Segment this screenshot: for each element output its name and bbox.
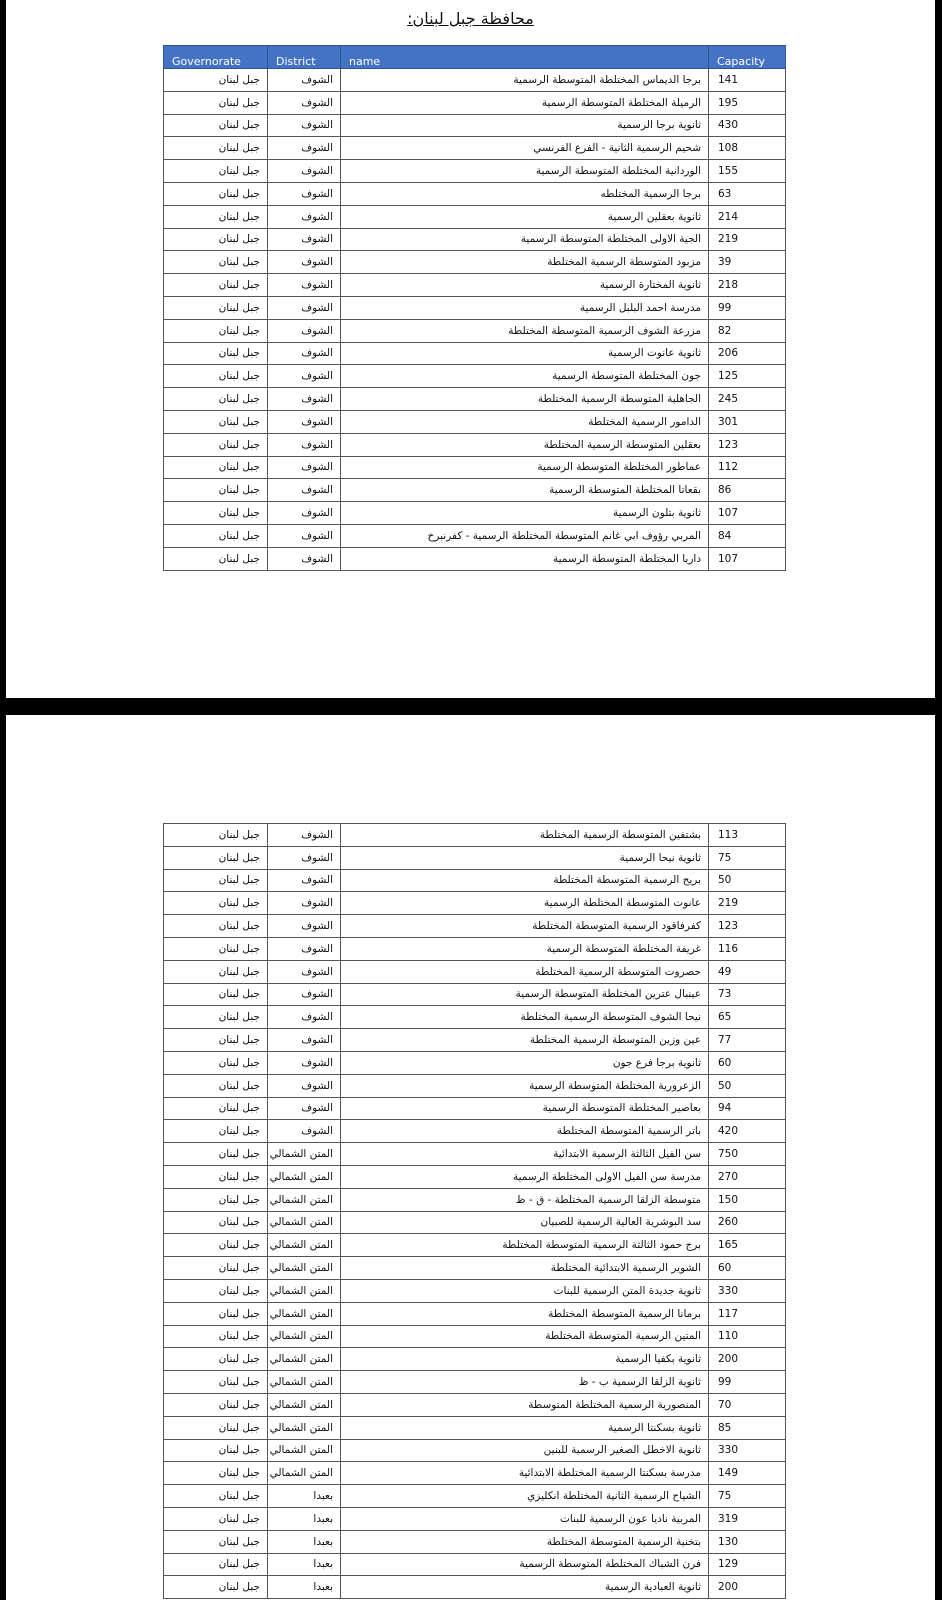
table-body-page-2 <box>164 824 786 1599</box>
cell-district: الشوف <box>268 114 341 137</box>
cell-name: مدرسة بسكنتا الرسمية المختلطة الابتدائية <box>341 1462 709 1485</box>
cell-name: الرميلة المختلطة المتوسطة الرسمية <box>341 91 709 114</box>
cell-capacity: 108 <box>709 137 786 160</box>
cell-district: بعبدا <box>268 1530 341 1553</box>
cell-name: بشتفين المتوسطة الرسمية المختلطة <box>341 824 709 847</box>
table-row <box>164 1393 786 1416</box>
cell-capacity: 85 <box>709 1416 786 1439</box>
cell-name: عينبال عترين المختلطة المتوسطة الرسمية <box>341 983 709 1006</box>
cell-capacity: 73 <box>709 983 786 1006</box>
cell-governorate: جبل لبنان <box>164 1507 268 1530</box>
cell-capacity: 50 <box>709 869 786 892</box>
table-row <box>164 1188 786 1211</box>
cell-name: الوردانية المختلطة المتوسطة الرسمية <box>341 160 709 183</box>
cell-name: عين وزين المتوسطة الرسمية المختلطة <box>341 1029 709 1052</box>
cell-capacity: 117 <box>709 1302 786 1325</box>
cell-district: الشوف <box>268 983 341 1006</box>
cell-governorate: جبل لبنان <box>164 388 268 411</box>
cell-district: بعبدا <box>268 1576 341 1599</box>
cell-capacity: 330 <box>709 1279 786 1302</box>
cell-name: ثانوية العبادية الرسمية <box>341 1576 709 1599</box>
cell-capacity: 113 <box>709 824 786 847</box>
cell-capacity: 125 <box>709 365 786 388</box>
table-row <box>164 1576 786 1599</box>
cell-governorate: جبل لبنان <box>164 915 268 938</box>
cell-district: بعبدا <box>268 1485 341 1508</box>
table-row <box>164 410 786 433</box>
cell-governorate: جبل لبنان <box>164 892 268 915</box>
cell-capacity: 107 <box>709 502 786 525</box>
cell-capacity: 63 <box>709 182 786 205</box>
table-row <box>164 1462 786 1485</box>
table-row <box>164 1507 786 1530</box>
table-row <box>164 869 786 892</box>
cell-name: ثانوية المختارة الرسمية <box>341 274 709 297</box>
cell-district: الشوف <box>268 251 341 274</box>
cell-governorate: جبل لبنان <box>164 524 268 547</box>
cell-governorate: جبل لبنان <box>164 1143 268 1166</box>
table-row <box>164 1143 786 1166</box>
table-row <box>164 160 786 183</box>
cell-governorate: جبل لبنان <box>164 502 268 525</box>
cell-governorate: جبل لبنان <box>164 983 268 1006</box>
table-row <box>164 846 786 869</box>
cell-district: الشوف <box>268 1006 341 1029</box>
cell-capacity: 301 <box>709 410 786 433</box>
cell-capacity: 94 <box>709 1097 786 1120</box>
cell-district: الشوف <box>268 502 341 525</box>
table-row <box>164 1029 786 1052</box>
cell-capacity: 77 <box>709 1029 786 1052</box>
cell-district: الشوف <box>268 91 341 114</box>
cell-name: الشياح الرسمية الثانية المختلطة انكليزي <box>341 1485 709 1508</box>
table-row <box>164 1302 786 1325</box>
cell-governorate: جبل لبنان <box>164 1051 268 1074</box>
cell-capacity: 214 <box>709 205 786 228</box>
table-row <box>164 502 786 525</box>
cell-district: الشوف <box>268 296 341 319</box>
cell-district: المتن الشمالي <box>268 1393 341 1416</box>
cell-capacity: 330 <box>709 1439 786 1462</box>
table-row <box>164 983 786 1006</box>
table-row <box>164 915 786 938</box>
cell-name: كفرفاقود الرسمية المتوسطة المختلطة <box>341 915 709 938</box>
cell-name: سد البوشرية العالية الرسمية للصبيان <box>341 1211 709 1234</box>
cell-governorate: جبل لبنان <box>164 1348 268 1371</box>
table-row <box>164 433 786 456</box>
cell-name: عماطور المختلطة المتوسطة الرسمية <box>341 456 709 479</box>
cell-name: ثانوية عانوت الرسمية <box>341 342 709 365</box>
table-row <box>164 114 786 137</box>
cell-capacity: 129 <box>709 1553 786 1576</box>
cell-name: الجاهلية المتوسطة الرسمية المختلطة <box>341 388 709 411</box>
cell-name: جون المختلطة المتوسطة الرسمية <box>341 365 709 388</box>
cell-governorate: جبل لبنان <box>164 1530 268 1553</box>
cell-governorate: جبل لبنان <box>164 1371 268 1394</box>
cell-governorate: جبل لبنان <box>164 205 268 228</box>
cell-governorate: جبل لبنان <box>164 1302 268 1325</box>
cell-capacity: 60 <box>709 1051 786 1074</box>
cell-name: ثانوية برجا الرسمية <box>341 114 709 137</box>
table-row <box>164 1439 786 1462</box>
cell-capacity: 75 <box>709 1485 786 1508</box>
cell-capacity: 86 <box>709 479 786 502</box>
table-row <box>164 547 786 570</box>
table-row <box>164 296 786 319</box>
cell-governorate: جبل لبنان <box>164 1416 268 1439</box>
cell-governorate: جبل لبنان <box>164 69 268 92</box>
cell-governorate: جبل لبنان <box>164 1029 268 1052</box>
cell-district: الشوف <box>268 182 341 205</box>
cell-governorate: جبل لبنان <box>164 319 268 342</box>
table-row <box>164 937 786 960</box>
table-row <box>164 91 786 114</box>
cell-capacity: 260 <box>709 1211 786 1234</box>
cell-capacity: 110 <box>709 1325 786 1348</box>
cell-name: برج حمود الثالثة الرسمية المتوسطة المختلطة <box>341 1234 709 1257</box>
cell-district: الشوف <box>268 547 341 570</box>
cell-governorate: جبل لبنان <box>164 1553 268 1576</box>
table-row <box>164 524 786 547</box>
cell-district: المتن الشمالي <box>268 1462 341 1485</box>
cell-governorate: جبل لبنان <box>164 1234 268 1257</box>
document-page-1 <box>6 0 935 698</box>
cell-name: ثانوية بكفيا الرسمية <box>341 1348 709 1371</box>
cell-governorate: جبل لبنان <box>164 1576 268 1599</box>
cell-name: برجا الرسمية المختلطه <box>341 182 709 205</box>
cell-governorate: جبل لبنان <box>164 137 268 160</box>
cell-governorate: جبل لبنان <box>164 1188 268 1211</box>
cell-capacity: 219 <box>709 228 786 251</box>
cell-name: ثانوية نيحا الرسمية <box>341 846 709 869</box>
cell-capacity: 130 <box>709 1530 786 1553</box>
table-row <box>164 892 786 915</box>
cell-name: فرن الشباك المختلطة المتوسطة الرسمية <box>341 1553 709 1576</box>
table-row <box>164 1279 786 1302</box>
table-row <box>164 319 786 342</box>
cell-name: مدرسة احمد البلبل الرسمية <box>341 296 709 319</box>
cell-capacity: 206 <box>709 342 786 365</box>
cell-capacity: 420 <box>709 1120 786 1143</box>
cell-governorate: جبل لبنان <box>164 91 268 114</box>
cell-capacity: 218 <box>709 274 786 297</box>
cell-governorate: جبل لبنان <box>164 1097 268 1120</box>
cell-district: الشوف <box>268 342 341 365</box>
cell-district: الشوف <box>268 274 341 297</box>
cell-governorate: جبل لبنان <box>164 365 268 388</box>
cell-capacity: 82 <box>709 319 786 342</box>
cell-governorate: جبل لبنان <box>164 182 268 205</box>
cell-name: الدامور الرسمية المختلطة <box>341 410 709 433</box>
cell-name: المربية ناديا عون الرسمية للبنات <box>341 1507 709 1530</box>
cell-name: مزرعة الشوف الرسمية المتوسطة المختلطة <box>341 319 709 342</box>
cell-district: الشوف <box>268 433 341 456</box>
page-title: محافظة جبل لبنان: <box>407 9 534 28</box>
table-body-page-1 <box>164 69 786 571</box>
cell-governorate: جبل لبنان <box>164 433 268 456</box>
cell-governorate: جبل لبنان <box>164 1325 268 1348</box>
cell-name: غريفة المختلطة المتوسطة الرسمية <box>341 937 709 960</box>
table-row <box>164 1530 786 1553</box>
cell-district: الشوف <box>268 846 341 869</box>
cell-capacity: 50 <box>709 1074 786 1097</box>
cell-governorate: جبل لبنان <box>164 274 268 297</box>
cell-governorate: جبل لبنان <box>164 1462 268 1485</box>
header-governorate: Governorate <box>164 46 268 69</box>
cell-governorate: جبل لبنان <box>164 1006 268 1029</box>
cell-name: بقعاتا المختلطة المتوسطة الرسمية <box>341 479 709 502</box>
cell-governorate: جبل لبنان <box>164 846 268 869</box>
table-row <box>164 365 786 388</box>
cell-governorate: جبل لبنان <box>164 869 268 892</box>
cell-district: الشوف <box>268 937 341 960</box>
cell-district: الشوف <box>268 365 341 388</box>
cell-name: الشوير الرسمية الابتدائية المختلطة <box>341 1257 709 1280</box>
table-row <box>164 228 786 251</box>
cell-capacity: 165 <box>709 1234 786 1257</box>
schools-table-page-1 <box>163 45 786 571</box>
cell-name: ثانوية بسكنتا الرسمية <box>341 1416 709 1439</box>
cell-name: شحيم الرسمية الثانية - الفرع الفرنسي <box>341 137 709 160</box>
cell-name: ثانوية برجا فرع جون <box>341 1051 709 1074</box>
table-row <box>164 1097 786 1120</box>
cell-district: المتن الشمالي <box>268 1234 341 1257</box>
cell-capacity: 270 <box>709 1165 786 1188</box>
cell-district: الشوف <box>268 1120 341 1143</box>
cell-capacity: 39 <box>709 251 786 274</box>
cell-capacity: 141 <box>709 69 786 92</box>
cell-capacity: 195 <box>709 91 786 114</box>
table-row <box>164 1211 786 1234</box>
cell-district: الشوف <box>268 892 341 915</box>
cell-district: الشوف <box>268 479 341 502</box>
cell-capacity: 112 <box>709 456 786 479</box>
cell-name: بريح الرسمية المتوسطة المختلطة <box>341 869 709 892</box>
table-row <box>164 1234 786 1257</box>
cell-name: ثانوية بعقلين الرسمية <box>341 205 709 228</box>
cell-capacity: 84 <box>709 524 786 547</box>
cell-district: المتن الشمالي <box>268 1302 341 1325</box>
cell-capacity: 107 <box>709 547 786 570</box>
cell-capacity: 150 <box>709 1188 786 1211</box>
cell-district: الشوف <box>268 1074 341 1097</box>
cell-name: متوسطة الزلقا الرسمية المختلطة - ق - ظ <box>341 1188 709 1211</box>
table-row <box>164 1348 786 1371</box>
cell-district: بعبدا <box>268 1553 341 1576</box>
cell-name: بعاصير المختلطة المتوسطة الرسمية <box>341 1097 709 1120</box>
header-district: District <box>268 46 341 69</box>
cell-governorate: جبل لبنان <box>164 1279 268 1302</box>
cell-governorate: جبل لبنان <box>164 114 268 137</box>
cell-capacity: 319 <box>709 1507 786 1530</box>
cell-capacity: 70 <box>709 1393 786 1416</box>
cell-district: المتن الشمالي <box>268 1371 341 1394</box>
cell-district: الشوف <box>268 410 341 433</box>
cell-district: الشوف <box>268 160 341 183</box>
table-row <box>164 1553 786 1576</box>
cell-name: داريا المختلطة المتوسطة الرسمية <box>341 547 709 570</box>
cell-name: مدرسة سن الفيل الاولى المختلطة الرسمية <box>341 1165 709 1188</box>
cell-governorate: جبل لبنان <box>164 342 268 365</box>
cell-capacity: 65 <box>709 1006 786 1029</box>
table-row <box>164 182 786 205</box>
cell-capacity: 149 <box>709 1462 786 1485</box>
cell-name: الزعرورية المختلطة المتوسطة الرسمية <box>341 1074 709 1097</box>
table-row <box>164 1485 786 1508</box>
table-row <box>164 1257 786 1280</box>
cell-name: برمانا الرسمية المتوسطة المختلطة <box>341 1302 709 1325</box>
cell-capacity: 60 <box>709 1257 786 1280</box>
cell-governorate: جبل لبنان <box>164 410 268 433</box>
table-row <box>164 69 786 92</box>
cell-capacity: 200 <box>709 1576 786 1599</box>
cell-governorate: جبل لبنان <box>164 456 268 479</box>
cell-district: الشوف <box>268 388 341 411</box>
cell-capacity: 49 <box>709 960 786 983</box>
cell-name: المربي رؤوف ابي غانم المتوسطة المختلطة الرسمية - كفرنبرخ <box>341 524 709 547</box>
cell-governorate: جبل لبنان <box>164 1257 268 1280</box>
cell-governorate: جبل لبنان <box>164 824 268 847</box>
header-name: name <box>341 46 709 69</box>
table-row <box>164 1074 786 1097</box>
cell-district: المتن الشمالي <box>268 1143 341 1166</box>
cell-district: الشوف <box>268 869 341 892</box>
header-capacity: Capacity <box>709 46 786 69</box>
cell-capacity: 123 <box>709 915 786 938</box>
schools-table-page-2 <box>163 823 786 1599</box>
cell-capacity: 99 <box>709 1371 786 1394</box>
cell-district: المتن الشمالي <box>268 1279 341 1302</box>
cell-district: الشوف <box>268 456 341 479</box>
table-row <box>164 824 786 847</box>
table-header-row <box>164 46 786 69</box>
cell-governorate: جبل لبنان <box>164 1485 268 1508</box>
cell-district: الشوف <box>268 1097 341 1120</box>
table-row <box>164 251 786 274</box>
cell-capacity: 116 <box>709 937 786 960</box>
cell-district: الشوف <box>268 960 341 983</box>
cell-governorate: جبل لبنان <box>164 296 268 319</box>
cell-capacity: 430 <box>709 114 786 137</box>
cell-capacity: 123 <box>709 433 786 456</box>
cell-district: المتن الشمالي <box>268 1325 341 1348</box>
cell-name: بعقلين المتوسطة الرسمية المختلطة <box>341 433 709 456</box>
table-row <box>164 205 786 228</box>
table-row <box>164 1165 786 1188</box>
table-row <box>164 1120 786 1143</box>
cell-name: الجية الاولى المختلطة المتوسطة الرسمية <box>341 228 709 251</box>
cell-district: الشوف <box>268 228 341 251</box>
cell-name: نيحا الشوف المتوسطة الرسمية المختلطة <box>341 1006 709 1029</box>
table-row <box>164 342 786 365</box>
table-row <box>164 960 786 983</box>
cell-governorate: جبل لبنان <box>164 960 268 983</box>
cell-district: الشوف <box>268 205 341 228</box>
cell-governorate: جبل لبنان <box>164 937 268 960</box>
cell-district: الشوف <box>268 319 341 342</box>
table-row <box>164 456 786 479</box>
cell-name: المنصورية الرسمية المختلطة المتوسطة <box>341 1393 709 1416</box>
table-row <box>164 1006 786 1029</box>
cell-district: المتن الشمالي <box>268 1211 341 1234</box>
cell-name: ثانوية بتلون الرسمية <box>341 502 709 525</box>
cell-governorate: جبل لبنان <box>164 479 268 502</box>
cell-district: بعبدا <box>268 1507 341 1530</box>
cell-district: الشوف <box>268 915 341 938</box>
document-page-2 <box>6 715 935 1600</box>
cell-capacity: 219 <box>709 892 786 915</box>
table-row <box>164 137 786 160</box>
cell-district: المتن الشمالي <box>268 1439 341 1462</box>
cell-district: المتن الشمالي <box>268 1188 341 1211</box>
cell-name: حصروت المتوسطة الرسمية المختلطة <box>341 960 709 983</box>
cell-name: ثانوية الزلقا الرسمية ب - ظ <box>341 1371 709 1394</box>
cell-capacity: 200 <box>709 1348 786 1371</box>
cell-district: الشوف <box>268 1029 341 1052</box>
cell-district: الشوف <box>268 1051 341 1074</box>
table-row <box>164 1371 786 1394</box>
cell-capacity: 750 <box>709 1143 786 1166</box>
cell-capacity: 245 <box>709 388 786 411</box>
table-row <box>164 1416 786 1439</box>
table-row <box>164 274 786 297</box>
table-row <box>164 1325 786 1348</box>
cell-name: ثانوية الاخطل الصغير الرسمية للبنين <box>341 1439 709 1462</box>
table-row <box>164 479 786 502</box>
cell-name: برجا الديماس المختلطة المتوسطة الرسمية <box>341 69 709 92</box>
cell-governorate: جبل لبنان <box>164 1393 268 1416</box>
cell-district: الشوف <box>268 524 341 547</box>
cell-district: الشوف <box>268 69 341 92</box>
cell-name: ثانوية جديدة المتن الرسمية للبنات <box>341 1279 709 1302</box>
cell-capacity: 75 <box>709 846 786 869</box>
cell-name: مزبود المتوسطة الرسمية المختلطة <box>341 251 709 274</box>
cell-governorate: جبل لبنان <box>164 160 268 183</box>
cell-governorate: جبل لبنان <box>164 1074 268 1097</box>
cell-district: الشوف <box>268 137 341 160</box>
cell-district: الشوف <box>268 824 341 847</box>
cell-district: المتن الشمالي <box>268 1416 341 1439</box>
cell-district: المتن الشمالي <box>268 1257 341 1280</box>
cell-governorate: جبل لبنان <box>164 228 268 251</box>
cell-name: عانوت المتوسطة المختلطة الرسمية <box>341 892 709 915</box>
table-row <box>164 1051 786 1074</box>
cell-capacity: 99 <box>709 296 786 319</box>
cell-governorate: جبل لبنان <box>164 1211 268 1234</box>
cell-name: المتين الرسمية المتوسطة المختلطة <box>341 1325 709 1348</box>
cell-district: المتن الشمالي <box>268 1165 341 1188</box>
table-row <box>164 388 786 411</box>
cell-name: باتر الرسمية المتوسطة المختلطة <box>341 1120 709 1143</box>
cell-capacity: 155 <box>709 160 786 183</box>
cell-governorate: جبل لبنان <box>164 1439 268 1462</box>
cell-governorate: جبل لبنان <box>164 547 268 570</box>
cell-name: سن الفيل الثالثة الرسمية الابتدائية <box>341 1143 709 1166</box>
cell-governorate: جبل لبنان <box>164 251 268 274</box>
cell-governorate: جبل لبنان <box>164 1165 268 1188</box>
cell-name: بتخنية الرسمية المتوسطة المختلطة <box>341 1530 709 1553</box>
cell-governorate: جبل لبنان <box>164 1120 268 1143</box>
cell-district: المتن الشمالي <box>268 1348 341 1371</box>
